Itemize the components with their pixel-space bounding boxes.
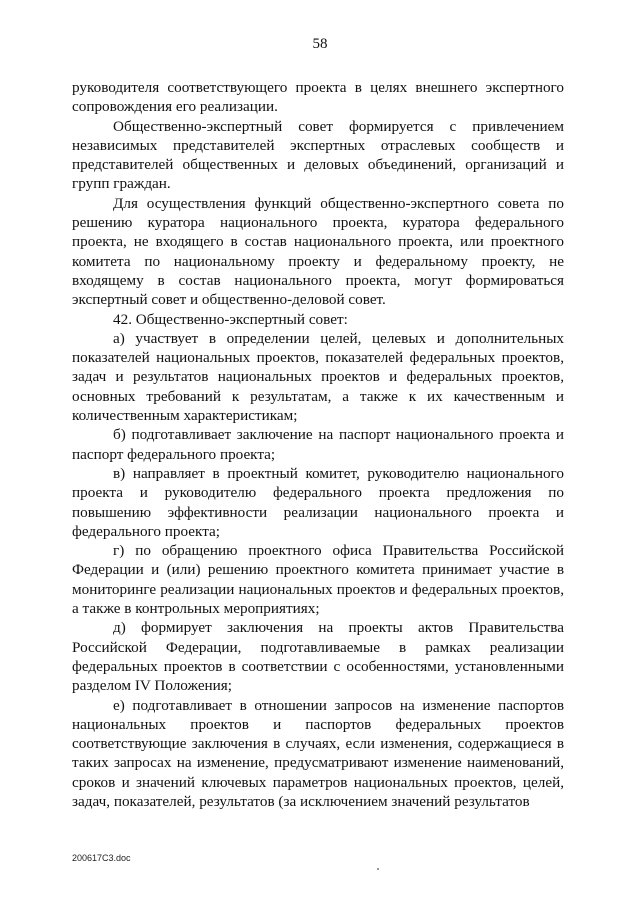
list-item-e: е) подготавливает в отношении запросов на изменение паспортов национальных проектов и паспортов федеральных проектов соответствующие заключения в случаях, если изменения, содержащиеся в таких запросах на изменение, предусматривают изменение наименований, сроков и значений ключевых параметров национальных проектов, целей, задач, показателей, результатов (за исключением значений результатов xyxy=(72,696,564,810)
page-number: 58 xyxy=(312,36,328,52)
paragraph-continuation: руководителя соответствующего проекта в целях внешнего экспертного сопровождения его реализации. xyxy=(72,79,564,116)
clause-42-heading: 42. Общественно-экспертный совет: xyxy=(113,310,348,328)
scan-artifact xyxy=(377,868,379,870)
footer-file-code: 200617С3.doc xyxy=(72,853,131,863)
list-item-d: д) формирует заключения на проекты актов Правительства Российской Федерации, подготавливаемые в рамках реализации федеральных проектов в соответствии с особенностями, установленными разделом IV Положения; xyxy=(72,619,564,695)
document-body xyxy=(72,78,564,811)
list-item-b: б) подготавливает заключение на паспорт национального проекта и паспорт федерального проекта; xyxy=(72,426,564,463)
list-item-a: а) участвует в определении целей, целевых и дополнительных показателей национальных проектов, показателей федеральных проектов, задач и результатов национальных проектов и федеральных проектов, основных требований к результатам, а также к их качественным и количественным характеристикам; xyxy=(72,329,564,425)
paragraph-council-functions: Для осуществления функций общественно-экспертного совета по решению куратора национального проекта, куратора федерального проекта, не входящего в состав национального проекта, или проектного комитета по национальному проекту и федеральному проекту, не входящему в состав национального проекта, могут формироваться экспертный совет и общественно-деловой совет. xyxy=(72,194,564,309)
paragraph-council-formation: Общественно-экспертный совет формируется с привлечением независимых представителей экспертных отраслевых сообществ и представителей общественных и деловых объединений, организаций и групп граждан. xyxy=(72,117,564,193)
list-item-g: г) по обращению проектного офиса Правительства Российской Федерации и (или) решению проектного комитета принимает участие в мониторинге реализации национальных проектов и федеральных проектов, а также в контрольных мероприятиях; xyxy=(72,542,564,618)
list-item-v: в) направляет в проектный комитет, руководителю национального проекта и руководителю федерального проекта предложения по повышению эффективности реализации национального проекта и федерального проекта; xyxy=(72,464,564,540)
